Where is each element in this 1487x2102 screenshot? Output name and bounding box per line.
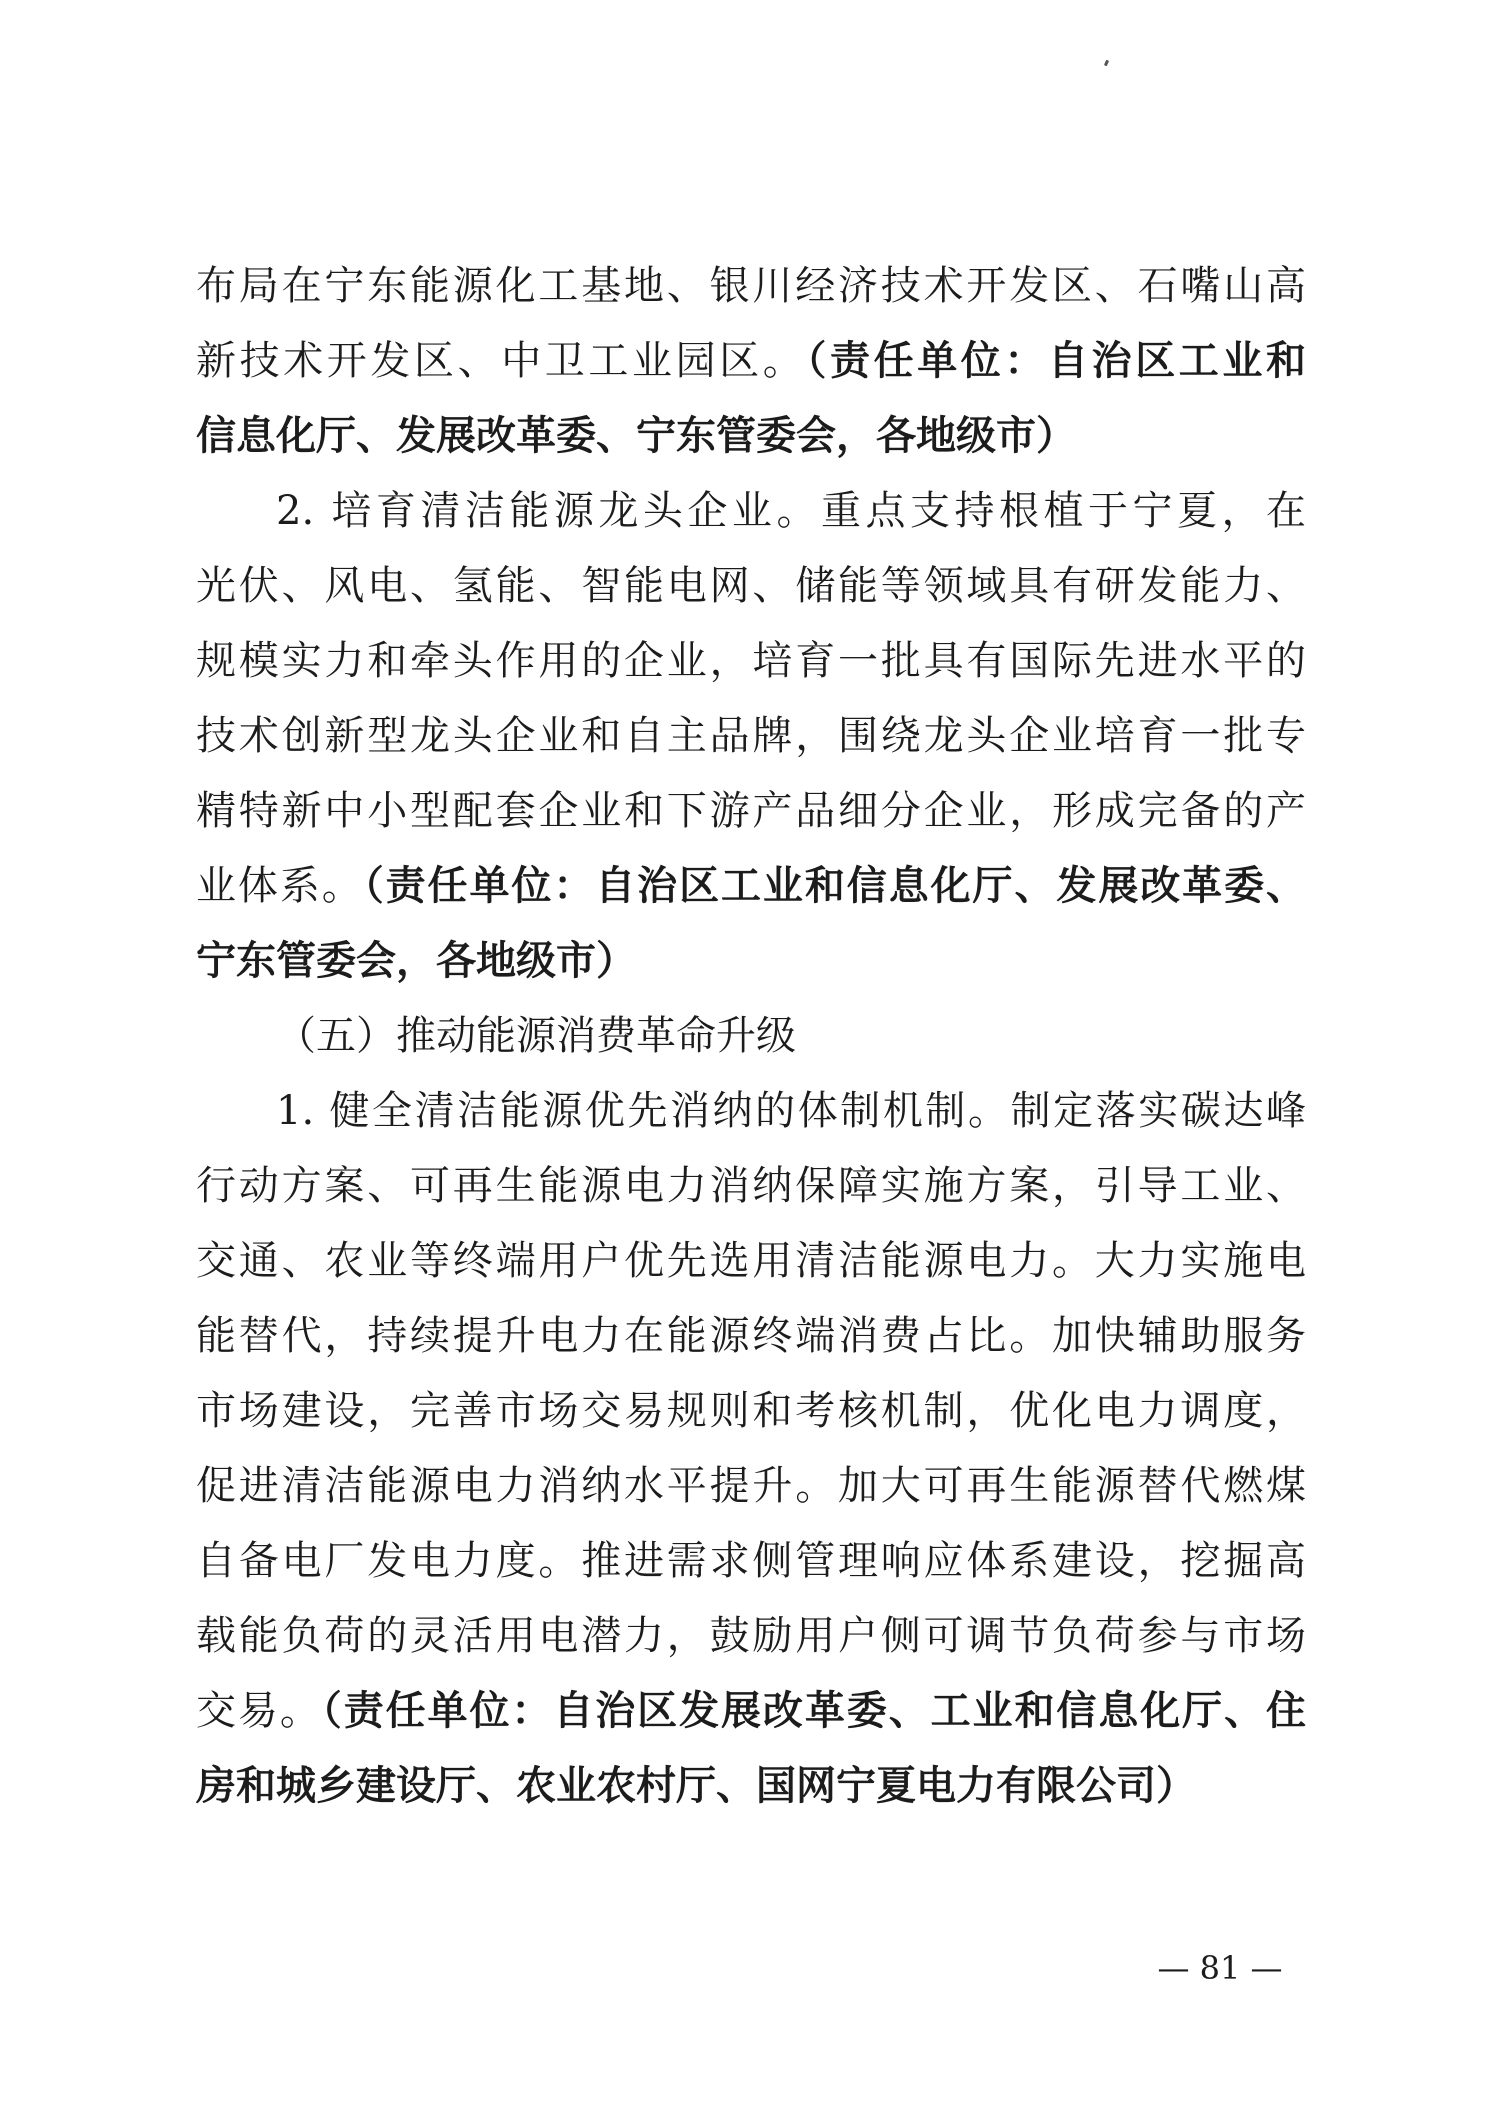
text-line (0, 1750, 1487, 1822)
paragraph-text: 载能负荷的灵活用电潜力，鼓励用户侧可调节负荷参与市场 (196, 1613, 1306, 1659)
paragraph-text (196, 325, 1306, 397)
item-heading: 培育清洁能源龙头企业。 (331, 488, 821, 534)
text-line (0, 475, 1487, 547)
paragraph-text: 交通、农业等终端用户优先选用清洁能源电力。大力实施电 (196, 1238, 1306, 1284)
responsibility-note: 房和城乡建设厅、农业农村厅、国网宁夏电力有限公司） (196, 1762, 1196, 1809)
text-line (0, 1600, 1487, 1672)
paragraph-text (196, 1675, 1306, 1747)
paragraph-text-segment: 业体系。 (196, 863, 364, 909)
text-line (0, 1300, 1487, 1372)
responsibility-note: 宁东管委会，各地级市） (196, 937, 636, 984)
text-line (0, 850, 1487, 922)
paragraph-text: 规模实力和牵头作用的企业，培育一批具有国际先进水平的 (196, 638, 1306, 684)
scan-speck (1104, 60, 1109, 67)
text-line (0, 1675, 1487, 1747)
text-line (0, 325, 1487, 397)
paragraph-text (276, 1075, 1306, 1147)
paragraph-text: 行动方案、可再生能源电力消纳保障实施方案，引导工业、 (196, 1163, 1306, 1209)
responsibility-note: （责任单位：自治区工业和 (806, 337, 1307, 384)
item-number: 2. (276, 488, 332, 534)
text-line (0, 1375, 1487, 1447)
page-number: — 81 — (1157, 1949, 1283, 1987)
responsibility-note: 信息化厅、发展改革委、宁东管委会，各地级市） (196, 412, 1076, 459)
paragraph-text: 光伏、风电、氢能、智能电网、储能等领域具有研发能力、 (196, 563, 1306, 609)
responsibility-note: （责任单位：自治区工业和信息化厅、发展改革委、 (363, 862, 1307, 909)
text-line (0, 700, 1487, 772)
paragraph-text: 布局在宁东能源化工基地、银川经济技术开发区、石嘴山高 (196, 263, 1306, 309)
text-line (0, 1075, 1487, 1147)
paragraph-text-segment: 新技术开发区、中卫工业园区。 (196, 338, 807, 384)
paragraph-text-segment: 重点支持根植于宁夏，在 (820, 488, 1307, 534)
text-line (0, 1225, 1487, 1297)
text-line (0, 550, 1487, 622)
paragraph-text-segment: 交易。 (196, 1688, 322, 1734)
paragraph-text: 促进清洁能源电力消纳水平提升。加大可再生能源替代燃煤 (196, 1463, 1306, 1509)
text-line (0, 1150, 1487, 1222)
paragraph-text: 技术创新型龙头企业和自主品牌，围绕龙头企业培育一批专 (196, 713, 1306, 759)
paragraph-text-segment: 制定落实碳达峰 (1010, 1088, 1306, 1134)
text-line (0, 1450, 1487, 1522)
item-heading: 健全清洁能源优先消纳的体制机制。 (329, 1088, 1011, 1134)
text-line (0, 775, 1487, 847)
paragraph-text: 市场建设，完善市场交易规则和考核机制，优化电力调度， (196, 1388, 1306, 1434)
section-heading: （五）推动能源消费革命升级 (276, 1013, 796, 1059)
text-line (0, 925, 1487, 997)
paragraph-text: 精特新中小型配套企业和下游产品细分企业，形成完备的产 (196, 788, 1306, 834)
paragraph-text (276, 475, 1306, 547)
responsibility-note: （责任单位：自治区发展改革委、工业和信息化厅、住 (321, 1687, 1307, 1734)
paragraph-text (196, 850, 1306, 922)
text-line (0, 625, 1487, 697)
item-number: 1. (276, 1088, 330, 1134)
paragraph-text: 能替代，持续提升电力在能源终端消费占比。加快辅助服务 (196, 1313, 1306, 1359)
text-line (0, 250, 1487, 322)
text-line (0, 400, 1487, 472)
text-line (0, 1525, 1487, 1597)
text-line (0, 1000, 1487, 1072)
paragraph-text: 自备电厂发电力度。推进需求侧管理响应体系建设，挖掘高 (196, 1538, 1306, 1584)
